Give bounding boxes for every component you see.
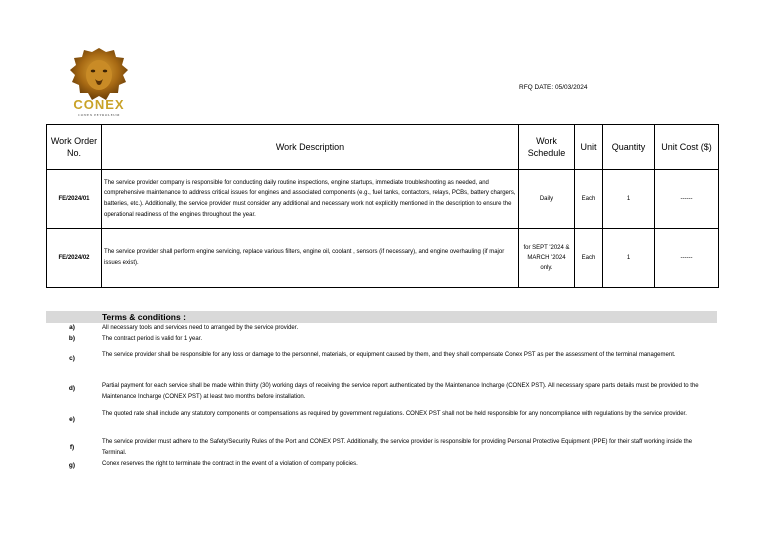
term-text: The quoted rate shall include any statutory components or compensations as required by government regulations. CONEX PST shall not be held responsible for any noncompliance with regulations by the service provider. [102,411,687,417]
unit-cost: ------ [655,229,719,288]
term-letter: b) [68,335,76,342]
term-text: The service provider must adhere to the Safety/Security Rules of the Port and CONEX PST. Additionally, the service provider is responsible for providing Personal Protective Equipment (PPE) for their staff working inside the Terminal. [102,439,693,456]
column-header-unit: Unit [575,125,603,170]
work-schedule: for SEPT '2024 & MARCH '2024 only. [519,229,575,288]
term-letter: f) [69,444,75,451]
terms-title: Terms & conditions : [102,312,186,322]
term-text: The service provider shall be responsible for any loss or damage to the personnel, materials, or equipment caused by them, and they shall compensate Conex PST as per the assessment of the terminal management. [102,352,676,358]
term-text: Conex reserves the right to terminate the contract in the event of a violation of company policies. [102,461,358,467]
unit: Each [575,229,603,288]
column-header-work-schedule: Work Schedule [519,125,575,170]
work-description: The service provider shall perform engine servicing, replace various filters, engine oil, coolant , sensors (if necessary), and engine overhauling (if major issues exist). [102,229,519,288]
work-order-table [46,124,719,288]
column-header-unit-cost: Unit Cost ($) [655,125,719,170]
work-order-no: FE/2024/02 [47,229,102,288]
unit-cost: ------ [655,170,719,229]
work-order-no: FE/2024/01 [47,170,102,229]
rfq-date: RFQ DATE: 05/03/2024 [519,84,588,91]
work-schedule: Daily [519,170,575,229]
table-row [47,170,719,229]
term-text: The contract period is valid for 1 year. [102,336,203,342]
lion-emblem-icon [70,48,128,100]
quantity: 1 [603,170,655,229]
table-header-row [47,125,719,170]
table-row [47,229,719,288]
term-letter: d) [68,385,76,392]
term-letter: e) [69,416,75,423]
company-name: CONEX [73,97,125,112]
term-text: Partial payment for each service shall be made within thirty (30) working days of receiving the service report authenticated by the Maintenance Incharge (CONEX PST). All necessary spare parts details must be provided to the Maintenance Incharge (CONEX PST) at least two months before installation. [102,383,699,400]
term-letter: a) [69,324,75,331]
term-letter: c) [69,355,75,362]
column-header-quantity: Quantity [603,125,655,170]
work-description: The service provider company is responsible for conducting daily routine inspections, engine startups, immediate troubleshooting as needed, and comprehensive maintenance to address critical issues for engines and associated components (e.g., fuel tanks, contactors, relays, PCBs, battery chargers, batteries, etc.). Additionally, the service provider must consider any additional and necessary work not explicitly mentioned in the description to ensure the operational readiness of the engines throughout the year. [102,170,519,229]
company-subtitle: CONEX PETROLEUM [78,113,120,117]
conex-logo [58,46,140,118]
quantity: 1 [603,229,655,288]
term-text: All necessary tools and services need to arranged by the service provider. [102,325,299,331]
column-header-work-description: Work Description [102,125,519,170]
term-letter: g) [68,462,76,469]
column-header-work-order-no: Work Order No. [47,125,102,170]
unit: Each [575,170,603,229]
